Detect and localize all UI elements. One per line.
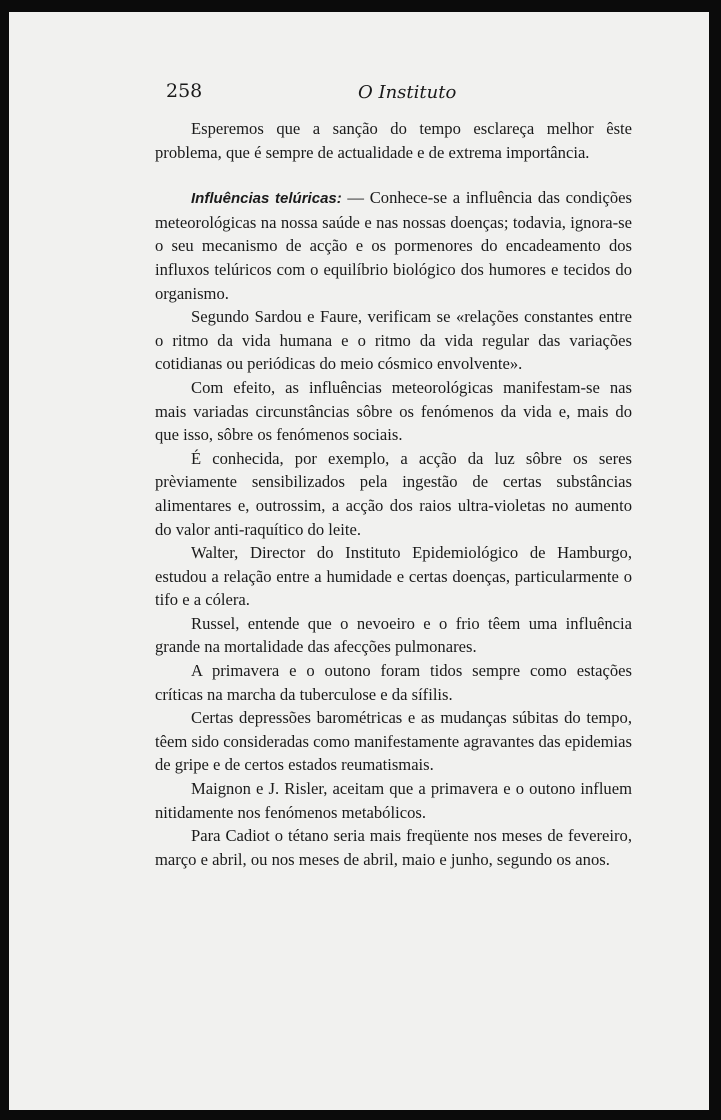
paragraph-text: — Conhece-se a influência das condições meteorológicas na nossa saúde e nas nossas doenças; todavia, ignora-se o seu mecanismo de acção e os pormenores do encadeamento dos influxos telúricos com o equilíbrio biológico dos humores e tecidos do organismo. <box>155 188 632 303</box>
running-title: O Instituto <box>358 82 457 103</box>
paragraph: Esperemos que a sanção do tempo esclareça melhor êste problema, que é sempre de actualidade e de extrema importância. <box>155 119 632 162</box>
page-number: 258 <box>166 80 203 102</box>
paragraph: Certas depressões barométricas e as mudanças súbitas do tempo, têem sido consideradas como manifestamente agravantes das epidemias de gripe e de certos estados reumatismais. <box>155 708 632 775</box>
paragraph: Walter, Director do Instituto Epidemiológico de Hamburgo, estudou a relação entre a humidade e certas doenças, particularmente o tifo e a cólera. <box>155 543 632 610</box>
body-text <box>155 117 632 871</box>
paragraph-section-start <box>155 186 632 305</box>
paragraph: Para Cadiot o tétano seria mais freqüente nos meses de fevereiro, março e abril, ou nos meses de abril, maio e junho, segundo os anos. <box>155 826 632 869</box>
paragraph: A primavera e o outono foram tidos sempre como estações críticas na marcha da tuberculose e da sífilis. <box>155 661 632 704</box>
paragraph: Segundo Sardou e Faure, verificam se «relações constantes entre o ritmo da vida humana e o ritmo da vida regular das variações cotidianas ou periódicas do meio cósmico envolvente». <box>155 307 632 374</box>
paragraph: É conhecida, por exemplo, a acção da luz sôbre os seres prèviamente sensibilizados pela ingestão de certas substâncias alimentares e, outrossim, a acção dos raios ultra-violetas no aumento do valor anti-raquítico do leite. <box>155 448 632 539</box>
paragraph: Russel, entende que o nevoeiro e o frio têem uma influência grande na mortalidade das afecções pulmonares. <box>155 613 632 657</box>
paragraph: Com efeito, as influências meteorológicas manifestam-se nas mais variadas circunstâncias sôbre os fenómenos da vida e, mais do que isso, sôbre os fenómenos sociais. <box>155 377 632 445</box>
section-title: Influências telúricas: <box>191 190 342 208</box>
paragraph: Maignon e J. Risler, aceitam que a primavera e o outono influem nitidamente nos fenómenos metabólicos. <box>155 779 632 822</box>
page-header <box>166 80 656 106</box>
